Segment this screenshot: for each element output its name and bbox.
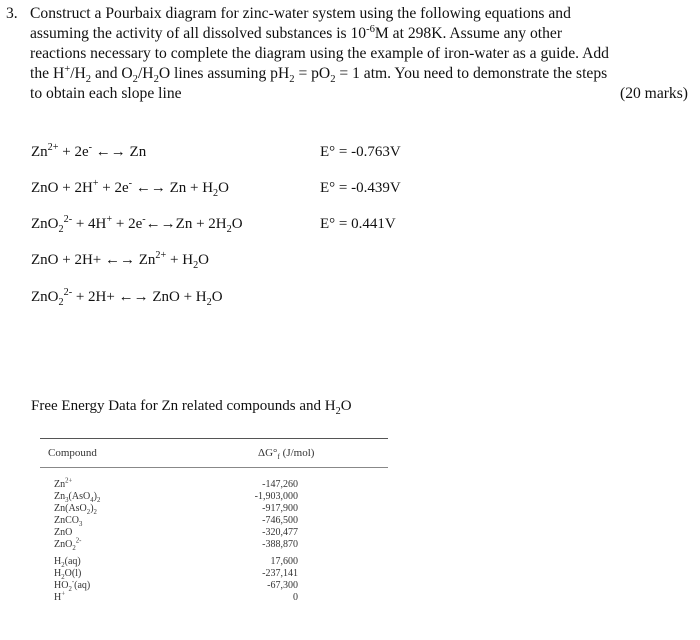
- value-cell: -746,500: [262, 515, 298, 526]
- compound-cell: ZnCO$_3$: [54, 515, 83, 528]
- equation-5: ZnO$_2^{2-}$ + 2H+ ←→ ZnO + $H_2O$: [31, 287, 223, 308]
- marks-label: (20 marks): [620, 85, 688, 102]
- value-cell: -1,903,000: [254, 491, 298, 502]
- question-line: Construct a Pourbaix diagram for zinc-water system using the following equations and: [30, 5, 571, 22]
- question-line: assuming the activity of all dissolved substances is $10^{-6}M$ at 298K. Assume any other: [30, 23, 563, 42]
- compound-cell: $H_2(aq)$: [54, 556, 81, 569]
- compound-cell: $Zn^{2+}$: [54, 477, 73, 490]
- compound-cell: $Zn(AsO_2)_2$: [54, 503, 97, 516]
- value-cell: 0: [293, 592, 298, 603]
- compound-cell: $HO_2^-(aq)$: [54, 578, 91, 593]
- equation-1: $Zn^{2+} + 2e^-$ ←→ Zn: [31, 142, 147, 160]
- value-cell: -237,141: [262, 568, 298, 579]
- value-cell: -320,477: [262, 527, 298, 538]
- header-compound: Compound: [48, 447, 97, 459]
- table-header-rule: [40, 467, 388, 468]
- free-energy-title: Free Energy Data for Zn related compounds and $H_2O$: [31, 398, 352, 417]
- value-cell: -147,260: [262, 479, 298, 490]
- potential-1: E° = -0.763V: [320, 144, 401, 160]
- header-free-energy: $\Delta G^\circ_f$ (J/mol): [258, 447, 315, 462]
- compound-cell: $Zn_3(AsO_4)_2$: [54, 491, 101, 504]
- value-cell: -917,900: [262, 503, 298, 514]
- question-line: reactions necessary to complete the diagram using the example of iron-water as a guide. Add: [30, 45, 609, 62]
- potential-3: E° = 0.441V: [320, 216, 396, 232]
- question-number: 3.: [6, 5, 18, 22]
- value-cell: -388,870: [262, 539, 298, 550]
- potential-2: E° = -0.439V: [320, 180, 401, 196]
- question-line: to obtain each slope line: [30, 85, 182, 102]
- equation-2: ZnO + 2H+ + 2e- ←→ $Zn + H_2O$: [31, 178, 229, 199]
- question-line: the $H^+/H_2$ and $O_2/H_2O$ lines assuming $pH_2 = pO_2 = 1$ atm. You need to demonstrate the steps: [30, 63, 608, 86]
- compound-cell: H+: [54, 590, 66, 603]
- compound-cell: ZnO$_2^{2-}$: [54, 537, 82, 552]
- table-top-rule: [40, 438, 388, 439]
- equation-4: ZnO + 2H+ ←→ $Zn^{2+} + H_2O$: [31, 250, 209, 271]
- value-cell: 17,600: [270, 556, 298, 567]
- question-last-line-row: [30, 84, 688, 104]
- compound-cell: $H_2O(l)$: [54, 568, 82, 581]
- value-cell: -67,300: [267, 580, 298, 591]
- compound-cell: ZnO: [54, 527, 73, 538]
- equation-3: ZnO$_2^{2-}$ + 4H+ + 2e-←→Zn + $2H_2O$: [31, 214, 243, 235]
- question-text: [30, 4, 694, 84]
